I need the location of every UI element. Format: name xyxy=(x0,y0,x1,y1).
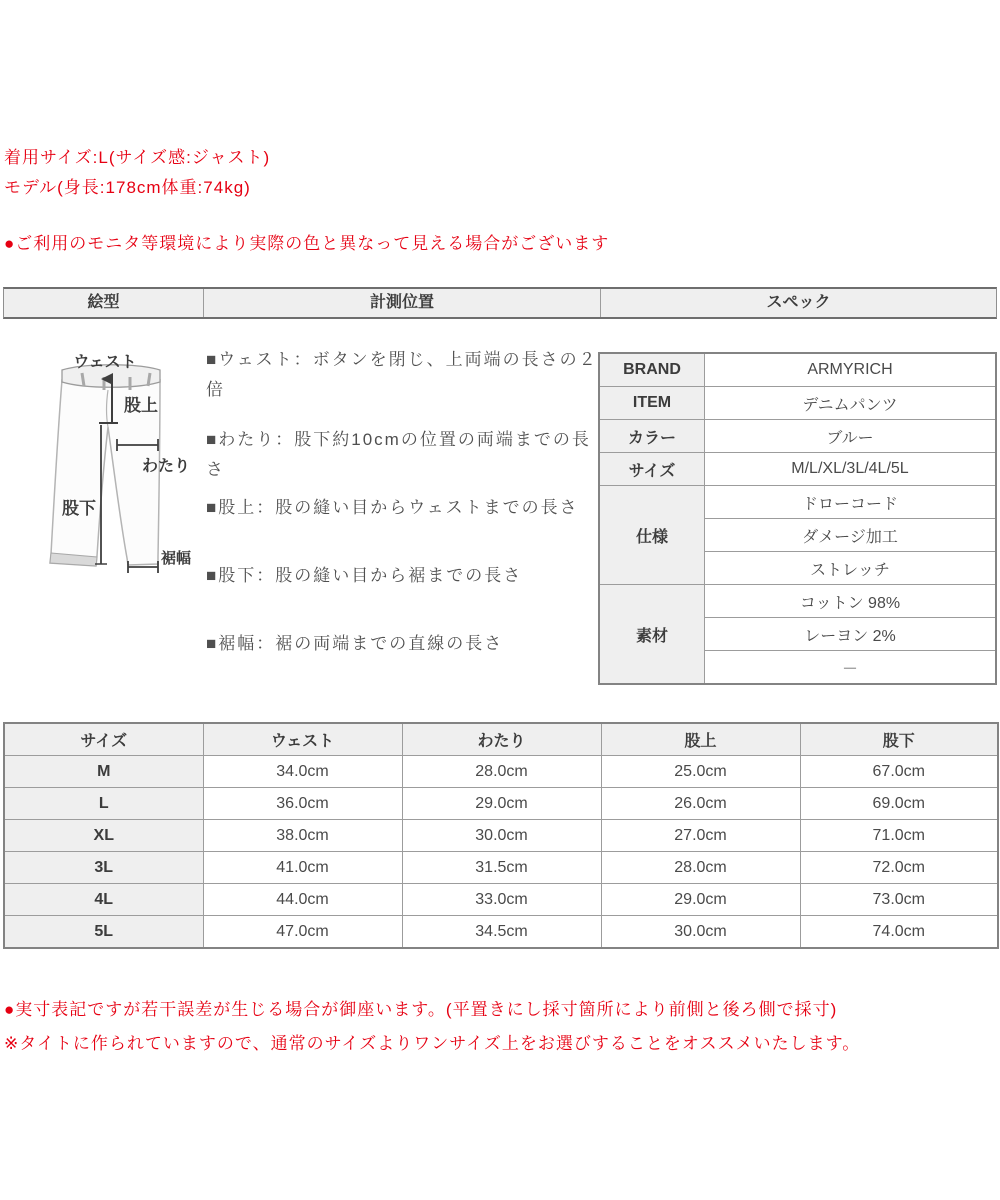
section-header-spec: スペック xyxy=(600,289,996,317)
section-header-row xyxy=(3,287,997,319)
diagram-waist-label: ウェスト xyxy=(73,354,137,371)
size-row-4l xyxy=(4,884,998,916)
spec-material-label: 素材 xyxy=(599,585,705,685)
pants-measurement-diagram xyxy=(0,330,210,610)
size-cell-rise: 25.0cm xyxy=(601,756,800,788)
size-cell-waist: 47.0cm xyxy=(203,916,402,949)
size-row-m xyxy=(4,756,998,788)
size-chart-header-thigh: わたり xyxy=(402,723,601,756)
size-cell-waist: 34.0cm xyxy=(203,756,402,788)
size-cell-thigh: 31.5cm xyxy=(402,852,601,884)
spec-table xyxy=(598,352,997,685)
size-cell-size: L xyxy=(4,788,203,820)
size-cell-waist: 36.0cm xyxy=(203,788,402,820)
size-cell-size: 4L xyxy=(4,884,203,916)
size-cell-thigh: 30.0cm xyxy=(402,820,601,852)
size-cell-waist: 41.0cm xyxy=(203,852,402,884)
size-row-xl xyxy=(4,820,998,852)
size-chart-table xyxy=(3,722,999,949)
size-chart-header-rise: 股上 xyxy=(601,723,800,756)
measure-note-rise: ■股上：股の縫い目からウェストまでの長さ xyxy=(206,498,579,517)
spec-item-value: デニムパンツ xyxy=(705,387,997,420)
sizing-recommendation-note: ※タイトに作られていますので、通常のサイズよりワンサイズ上をお選びすることをオススメいたします。 xyxy=(4,1034,861,1053)
diagram-rise-label: 股上 xyxy=(124,396,158,415)
size-cell-size: XL xyxy=(4,820,203,852)
spec-material-value-3: － xyxy=(705,651,997,685)
size-chart-header-waist: ウェスト xyxy=(203,723,402,756)
measurement-notes xyxy=(206,352,606,682)
measure-note-inseam: ■股下：股の縫い目から裾までの長さ xyxy=(206,566,523,585)
measure-note-thigh: ■わたり：股下約10cmの位置の両端までの長さ xyxy=(206,430,591,479)
size-row-3l xyxy=(4,852,998,884)
size-cell-inseam: 71.0cm xyxy=(800,820,998,852)
spec-row-feature-1 xyxy=(599,486,996,519)
spec-brand-label: BRAND xyxy=(599,353,705,387)
spec-row-item xyxy=(599,387,996,420)
spec-material-value-1: コットン 98% xyxy=(705,585,997,618)
size-cell-thigh: 34.5cm xyxy=(402,916,601,949)
model-info-note: モデル(身長:178cm体重:74kg) xyxy=(4,178,251,197)
spec-size-value: M/L/XL/3L/4L/5L xyxy=(705,453,997,486)
spec-material-value-2: レーヨン 2% xyxy=(705,618,997,651)
size-chart-header-inseam: 股下 xyxy=(800,723,998,756)
diagram-inseam-label: 股下 xyxy=(62,499,96,518)
measure-note-waist: ■ウェスト：ボタンを閉じ、上両端の長さの２倍 xyxy=(206,350,598,399)
measurement-tolerance-note: ●実寸表記ですが若干誤差が生じる場合が御座います。(平置きにし採寸箇所により前側と後ろ側で採寸) xyxy=(4,1000,838,1019)
size-cell-rise: 28.0cm xyxy=(601,852,800,884)
spec-feature-value-3: ストレッチ xyxy=(705,552,997,585)
diagram-thigh-label: わたり xyxy=(142,458,191,475)
spec-row-color xyxy=(599,420,996,453)
spec-size-label: サイズ xyxy=(599,453,705,486)
size-cell-rise: 30.0cm xyxy=(601,916,800,949)
size-row-l xyxy=(4,788,998,820)
spec-feature-value-2: ダメージ加工 xyxy=(705,519,997,552)
size-cell-thigh: 28.0cm xyxy=(402,756,601,788)
spec-row-brand xyxy=(599,353,996,387)
spec-brand-value: ARMYRICH xyxy=(705,353,997,387)
section-header-measure-position: 計測位置 xyxy=(203,289,600,317)
spec-color-value: ブルー xyxy=(705,420,997,453)
size-cell-inseam: 74.0cm xyxy=(800,916,998,949)
size-cell-rise: 29.0cm xyxy=(601,884,800,916)
spec-row-material-1 xyxy=(599,585,996,618)
spec-row-size xyxy=(599,453,996,486)
size-cell-rise: 27.0cm xyxy=(601,820,800,852)
section-header-drawing: 絵型 xyxy=(87,294,120,311)
monitor-color-note: ●ご利用のモニタ等環境により実際の色と異なって見える場合がございます xyxy=(4,234,610,253)
size-cell-inseam: 73.0cm xyxy=(800,884,998,916)
size-cell-waist: 38.0cm xyxy=(203,820,402,852)
size-cell-size: M xyxy=(4,756,203,788)
size-cell-inseam: 72.0cm xyxy=(800,852,998,884)
size-cell-waist: 44.0cm xyxy=(203,884,402,916)
worn-size-note: 着用サイズ:L(サイズ感:ジャスト) xyxy=(4,148,271,167)
spec-feature-label: 仕様 xyxy=(599,486,705,585)
size-cell-size: 5L xyxy=(4,916,203,949)
size-chart-header-row xyxy=(4,723,998,756)
measure-note-hem: ■裾幅：裾の両端までの直線の長さ xyxy=(206,634,504,653)
size-cell-rise: 26.0cm xyxy=(601,788,800,820)
size-row-5l xyxy=(4,916,998,949)
size-cell-size: 3L xyxy=(4,852,203,884)
size-chart-header-size: サイズ xyxy=(4,723,203,756)
spec-feature-value-1: ドローコード xyxy=(705,486,997,519)
size-cell-thigh: 33.0cm xyxy=(402,884,601,916)
spec-item-label: ITEM xyxy=(599,387,705,420)
size-cell-thigh: 29.0cm xyxy=(402,788,601,820)
diagram-hem-width-label: 裾幅 xyxy=(161,550,192,567)
spec-color-label: カラー xyxy=(599,420,705,453)
size-cell-inseam: 67.0cm xyxy=(800,756,998,788)
size-cell-inseam: 69.0cm xyxy=(800,788,998,820)
